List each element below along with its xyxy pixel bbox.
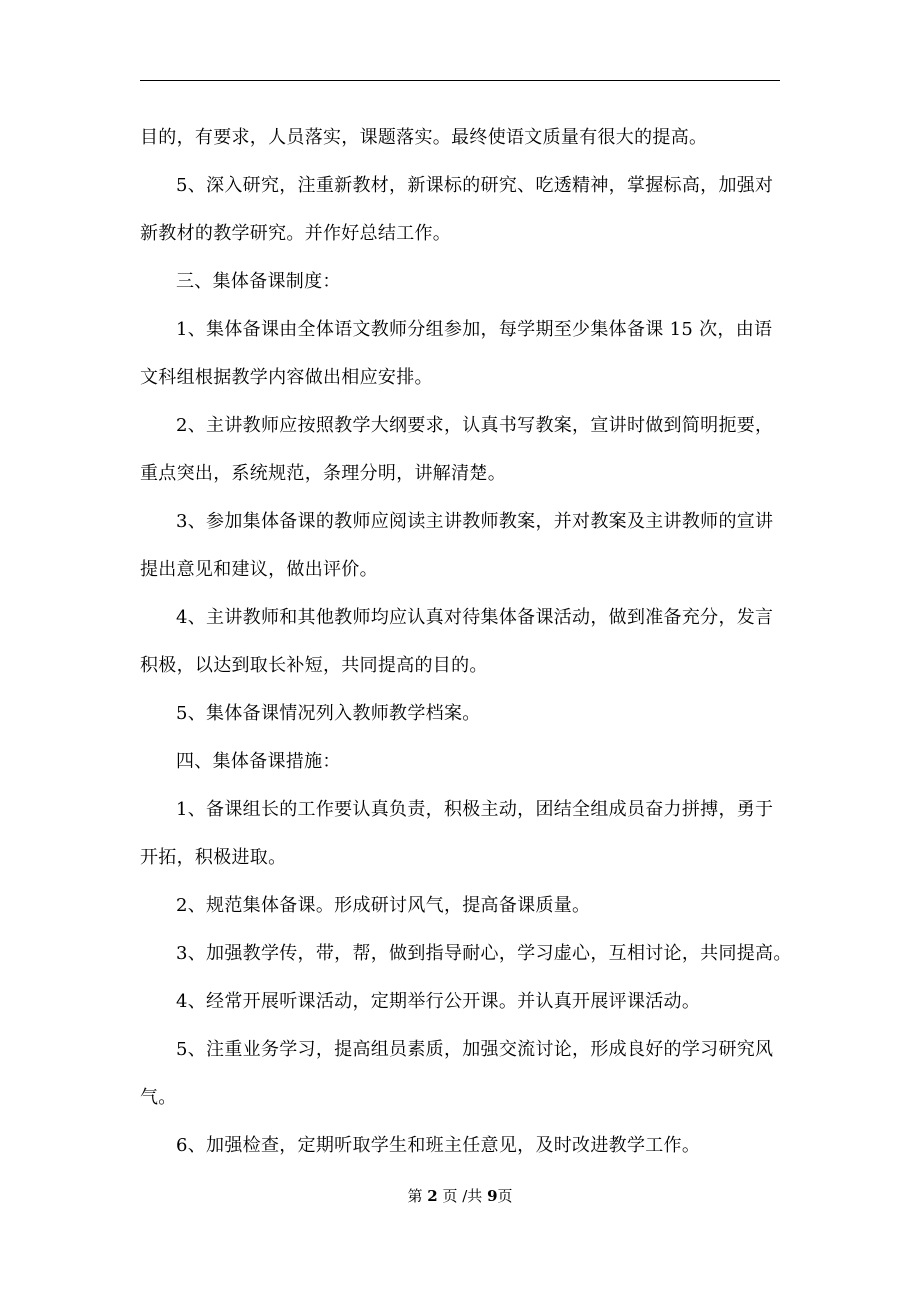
current-page-number: 2 [427, 1187, 438, 1205]
total-page-count: 9 [487, 1187, 498, 1205]
section-heading: 四、集体备课措施： [176, 751, 341, 772]
text-line: 2、规范集体备课。形成研讨风气，提高备课质量。 [176, 895, 591, 916]
text-line: 重点突出，系统规范，条理分明，讲解清楚。 [140, 463, 506, 484]
text-line: 新教材的教学研究。并作好总结工作。 [140, 223, 452, 244]
text-line: 5、注重业务学习，提高组员素质，加强交流讨论，形成良好的学习研究风 [176, 1039, 774, 1060]
footer-middle: 页 /共 [437, 1187, 488, 1205]
text-line: 3、参加集体备课的教师应阅读主讲教师教案，并对教案及主讲教师的宣讲 [176, 511, 774, 532]
text-line: 气。 [140, 1087, 177, 1108]
text-line: 积极，以达到取长补短，共同提高的目的。 [140, 655, 488, 676]
text-line: 目的，有要求，人员落实，课题落实。最终使语文质量有很大的提高。 [140, 127, 708, 148]
text-line: 5、深入研究，注重新教材，新课标的研究、吃透精神，掌握标高，加强对 [176, 175, 774, 196]
section-heading: 三、集体备课制度： [176, 271, 341, 292]
text-line: 提出意见和建议，做出评价。 [140, 559, 378, 580]
header-rule [140, 80, 780, 81]
footer-prefix: 第 [407, 1187, 428, 1205]
footer-suffix: 页 [497, 1187, 513, 1205]
text-line: 4、经常开展听课活动，定期举行公开课。并认真开展评课活动。 [176, 991, 701, 1012]
text-line: 6、加强检查，定期听取学生和班主任意见，及时改进教学工作。 [176, 1135, 701, 1156]
page-footer [0, 1186, 920, 1206]
text-line: 1、备课组长的工作要认真负责，积极主动，团结全组成员奋力拼搏，勇于 [176, 799, 774, 820]
text-line: 3、加强教学传，带，帮，做到指导耐心，学习虚心，互相讨论，共同提高。 [176, 943, 792, 964]
text-line: 文科组根据教学内容做出相应安排。 [140, 367, 433, 388]
text-line: 开拓，积极进取。 [140, 847, 287, 868]
text-line: 2、主讲教师应按照教学大纲要求，认真书写教案，宣讲时做到简明扼要， [176, 415, 774, 436]
text-line: 5、集体备课情况列入教师教学档案。 [176, 703, 481, 724]
text-line: 1、集体备课由全体语文教师分组参加，每学期至少集体备课 15 次，由语 [176, 319, 773, 340]
text-line: 4、主讲教师和其他教师均应认真对待集体备课活动，做到准备充分，发言 [176, 607, 774, 628]
